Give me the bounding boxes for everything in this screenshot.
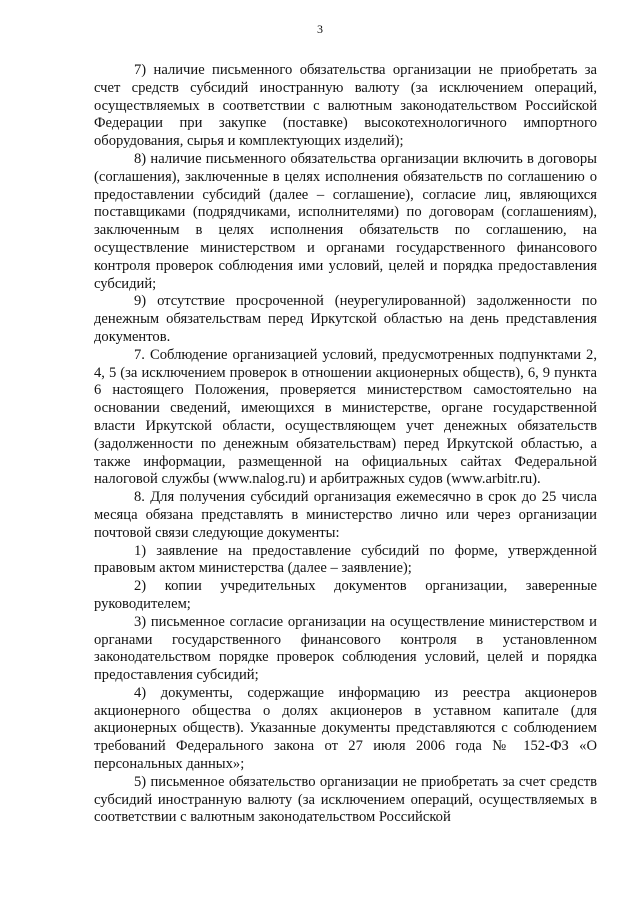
paragraph-item-7-obligation-currency: 7) наличие письменного обязательства организации не приобретать за счет средств субсидий иностранную валюту (за исключением операций, осуществляемых в соответствии с валютным законодательством Российской Федерации при закупке (поставке) высокотехнологичного импортного оборудования, сырья и комплектующих изделий); bbox=[94, 62, 597, 150]
document-body bbox=[94, 62, 597, 827]
page-number: 3 bbox=[317, 22, 323, 36]
paragraph-clause-8-documents: 8. Для получения субсидий организация ежемесячно в срок до 25 числа месяца обязана представлять в министерство лично или через организации почтовой связи следующие документы: bbox=[94, 489, 597, 541]
paragraph-doc-5-currency-obligation: 5) письменное обязательство организации не приобретать за счет средств субсидий иностранную валюту (за исключением операций, осуществляемых в соответствии с валютным законодательством Российской bbox=[94, 773, 597, 826]
paragraph-doc-1-application: 1) заявление на предоставление субсидий по форме, утвержденной правовым актом министерства (далее – заявление); bbox=[94, 542, 597, 577]
paragraph-item-9-no-overdue-debt: 9) отсутствие просроченной (неурегулированной) задолженности по денежным обязательствам перед Иркутской областью на день представления документов. bbox=[94, 293, 597, 345]
paragraph-item-8-obligation-contracts: 8) наличие письменного обязательства организации включить в договоры (соглашения), заключенные в целях исполнения обязательств по соглашению о предоставлении субсидий (далее – соглашение), согласие лиц, являющихся поставщиками (подрядчиками, исполнителями) по договорам (соглашениям), заключенным в целях исполнения обязательств по соглашению, на осуществление министерством и органами государственного финансового контроля проверок соблюдения ими условий, целей и порядка предоставления субсидий; bbox=[94, 150, 597, 292]
paragraph-doc-4-shareholder-register: 4) документы, содержащие информацию из реестра акционеров акционерного общества о долях акционеров в уставном капитале (для акционерных обществ). Указанные документы представляются с соблюдением требований Федерального закона от 27 июля 2006 года № 152-ФЗ «О персональных данных»; bbox=[94, 684, 597, 773]
paragraph-clause-7-compliance-check: 7. Соблюдение организацией условий, предусмотренных подпунктами 2, 4, 5 (за исключением проверок в отношении акционерных обществ), 6, 9 пункта 6 настоящего Положения, проверяется министерством самостоятельно на основании сведений, имеющихся в министерстве, органе государственной власти Иркутской области, осуществляющем учет денежных обязательств (задолженности по денежным обязательствам) перед Иркутской областью, а также информации, размещенной на официальных сайтах Федеральной налоговой службы (www.nalog.ru) и арбитражных судов (www.arbitr.ru). bbox=[94, 346, 597, 488]
paragraph-doc-2-charter-copies: 2) копии учредительных документов организации, заверенные руководителем; bbox=[94, 578, 597, 612]
paragraph-doc-3-written-consent: 3) письменное согласие организации на осуществление министерством и органами государственного финансового контроля в установленном законодательством порядке проверок соблюдения условий, целей и порядка предоставления субсидий; bbox=[94, 613, 597, 684]
